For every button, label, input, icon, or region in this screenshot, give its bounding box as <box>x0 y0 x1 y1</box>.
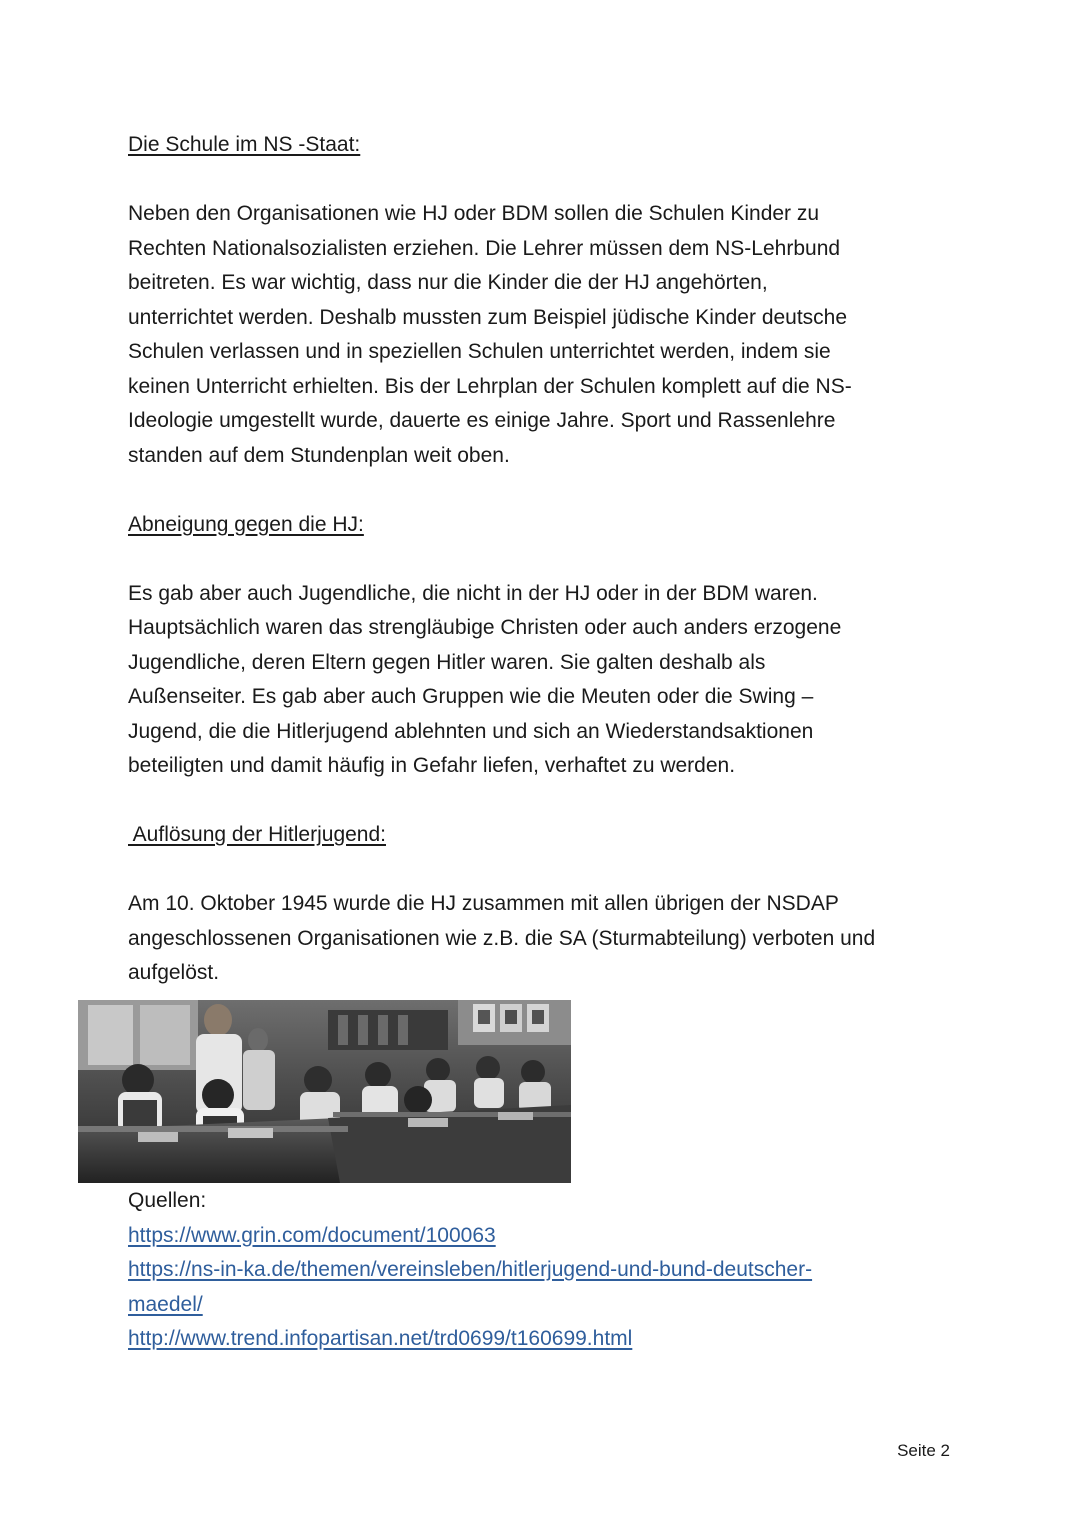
paragraph-line: angeschlossenen Organisationen wie z.B. die SA (Sturmabteilung) verboten und <box>128 926 876 950</box>
source-link-ns-in-ka[interactable]: https://ns-in-ka.de/themen/vereinsleben/hitlerjugend-und-bund-deutscher- <box>128 1258 813 1281</box>
paragraph-line: Rechten Nationalsozialisten erziehen. Die Lehrer müssen dem NS-Lehrbund <box>128 236 841 260</box>
paragraph-line: Es gab aber auch Jugendliche, die nicht in der HJ oder in der BDM waren. <box>128 581 818 605</box>
paragraph-line: Jugend, die die Hitlerjugend ablehnten und sich an Wiederstandsaktionen <box>128 719 814 743</box>
paragraph-line: Ideologie umgestellt wurde, dauerte es einige Jahre. Sport und Rassenlehre <box>128 409 836 432</box>
paragraph-line: beitreten. Es war wichtig, dass nur die Kinder die der HJ angehörten, <box>128 271 768 294</box>
paragraph-line: standen auf dem Stundenplan weit oben. <box>128 443 510 467</box>
section-paragraph-school <box>128 197 958 473</box>
paragraph-line: Jugendliche, deren Eltern gegen Hitler waren. Sie galten deshalb als <box>128 650 766 674</box>
sources-label: Quellen: <box>128 1189 207 1212</box>
section-heading-opposition: Abneigung gegen die HJ: <box>128 512 364 536</box>
sources-section <box>128 1184 958 1357</box>
source-link-trend[interactable]: http://www.trend.infopartisan.net/trd0699/t160699.html <box>128 1327 633 1350</box>
section-paragraph-opposition <box>128 577 958 784</box>
paragraph-line: aufgelöst. <box>128 961 220 984</box>
paragraph-line: Außenseiter. Es gab aber auch Gruppen wie die Meuten oder die Swing – <box>128 685 814 708</box>
paragraph-line: Am 10. Oktober 1945 wurde die HJ zusammen mit allen übrigen der NSDAP <box>128 892 839 915</box>
section-heading-dissolution: Auflösung der Hitlerjugend: <box>128 823 386 846</box>
source-link-grin[interactable]: https://www.grin.com/document/100063 <box>128 1223 496 1247</box>
section-heading-school: Die Schule im NS -Staat: <box>128 133 361 156</box>
page-number: Seite 2 <box>897 1441 950 1460</box>
paragraph-line: Schulen verlassen und in speziellen Schulen unterrichtet werden, indem sie <box>128 340 831 363</box>
paragraph-line: Neben den Organisationen wie HJ oder BDM sollen die Schulen Kinder zu <box>128 202 820 225</box>
main-content <box>128 128 958 991</box>
paragraph-line: Hauptsächlich waren das strengläubige Christen oder auch anders erzogene <box>128 616 842 639</box>
paragraph-line: beteiligten und damit häufig in Gefahr liefen, verhaftet zu werden. <box>128 754 736 777</box>
paragraph-line: keinen Unterricht erhielten. Bis der Lehrplan der Schulen komplett auf die NS- <box>128 374 852 398</box>
paragraph-line: unterrichtet werden. Deshalb mussten zum Beispiel jüdische Kinder deutsche <box>128 305 848 329</box>
classroom-photo <box>78 1000 571 1183</box>
source-link-ns-in-ka-continued[interactable]: maedel/ <box>128 1292 203 1316</box>
section-paragraph-dissolution <box>128 887 958 991</box>
